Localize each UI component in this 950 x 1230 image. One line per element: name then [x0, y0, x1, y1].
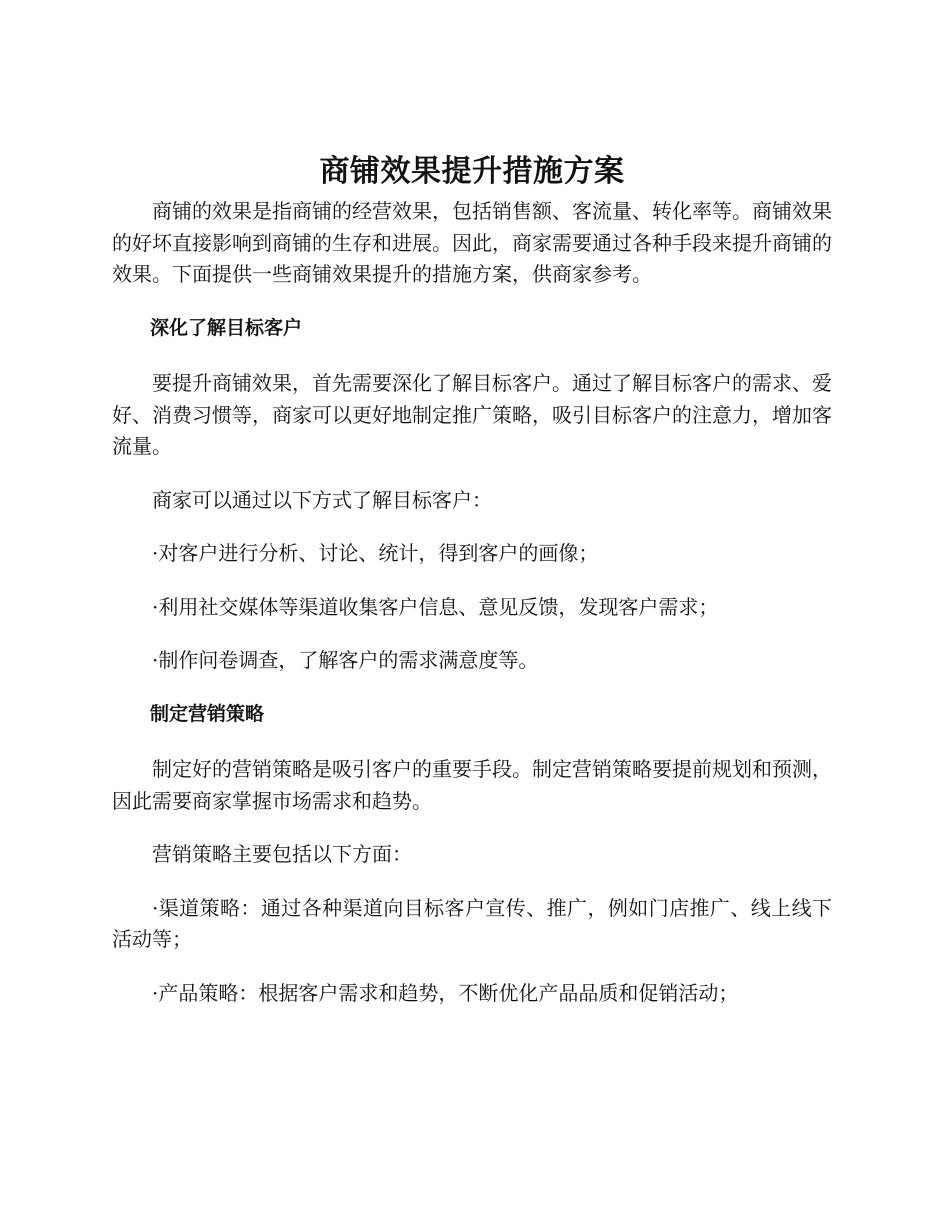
- section2-lead: 营销策略主要包括以下方面：: [152, 842, 412, 866]
- bullet-item: ·制作问卷调查，了解客户的需求满意度等。: [152, 648, 539, 672]
- bullet-item: ·对客户进行分析、讨论、统计，得到客户的画像；: [152, 541, 599, 565]
- document-page: [112, 150, 832, 1031]
- section-heading-marketing-strategy: 制定营销策略: [150, 702, 265, 725]
- bullet-item: ·渠道策略：通过各种渠道向目标客户宣传、推广，例如门店推广、线上线下活动等；: [112, 895, 832, 951]
- intro-paragraph: 商铺的效果是指商铺的经营效果，包括销售额、客流量、转化率等。商铺效果的好坏直接影响到商铺的生存和进展。因此，商家需要通过各种手段来提升商铺的效果。下面提供一些商铺效果提升的措施方案，供商家参考。: [112, 199, 832, 286]
- document-title: 商铺效果提升措施方案: [319, 154, 625, 189]
- bullet-item: ·产品策略：根据客户需求和趋势，不断优化产品品质和促销活动；: [152, 980, 739, 1005]
- bullet-item: ·利用社交媒体等渠道收集客户信息、意见反馈，发现客户需求；: [152, 594, 719, 619]
- section1-paragraph: 要提升商铺效果，首先需要深化了解目标客户。通过了解目标客户的需求、爱好、消费习惯等，商家可以更好地制定推广策略，吸引目标客户的注意力，增加客流量。: [112, 371, 832, 458]
- section2-paragraph: 制定好的营销策略是吸引客户的重要手段。制定营销策略要提前规划和预测，因此需要商家掌握市场需求和趋势。: [112, 757, 832, 813]
- section-heading-understand-customers: 深化了解目标客户: [150, 316, 303, 339]
- section1-lead: 商家可以通过以下方式了解目标客户：: [152, 487, 492, 512]
